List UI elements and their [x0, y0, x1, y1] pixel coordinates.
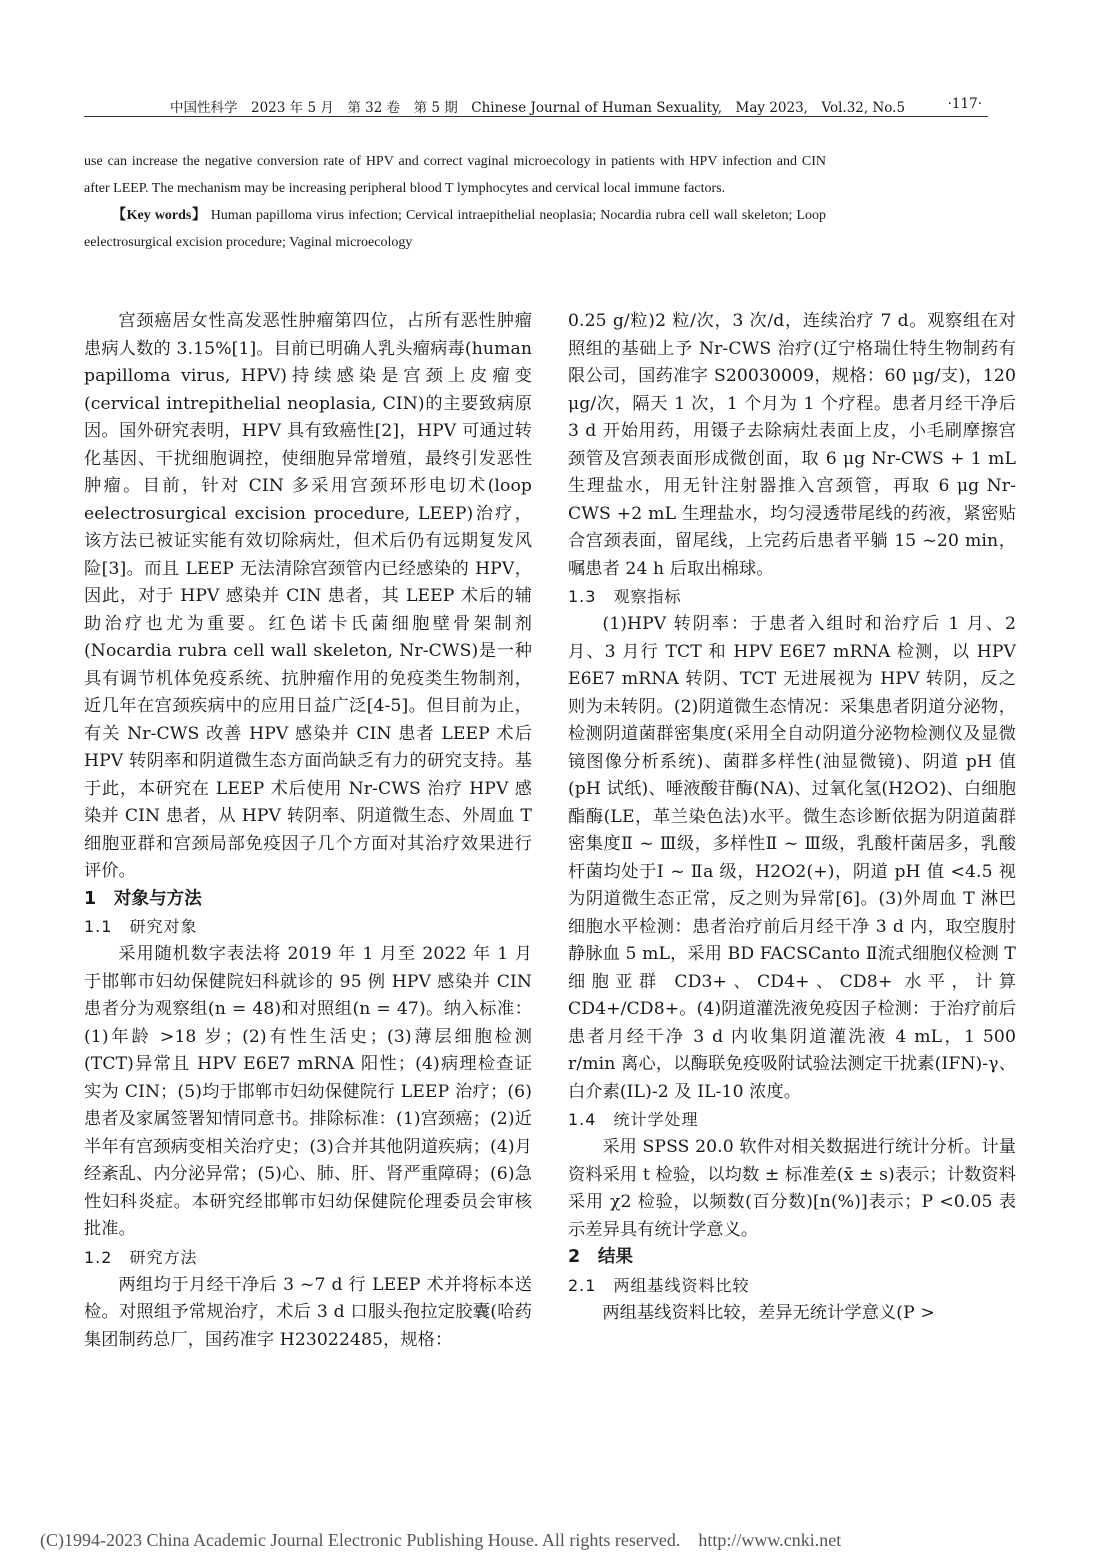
- paragraph-1-2: 两组均于月经干净后 3 ~7 d 行 LEEP 术并将标本送检。对照组予常规治疗，术后 3 d 口服头孢拉定胶囊(哈药集团制药总厂，国药准字 H23022485，规格：: [84, 1274, 532, 1350]
- abstract-conclusion-tail: use can increase the negative conversion rate of HPV and correct vaginal microecology in patients with HPV infection and CIN after LEEP. The mechanism may be increasing peripheral blood T lymphocytes and cervical local immune factors.: [84, 154, 826, 196]
- left-column: [84, 308, 532, 1354]
- paragraph-1-3: (1)HPV 转阴率：于患者入组时和治疗后 1 月、2 月、3 月行 TCT 和 HPV E6E7 mRNA 检测，以 HPV E6E7 mRNA 转阴、TCT 无进展视为 HPV 转阴，反之则为未转阴。(2)阴道微生态情况：采集患者阴道分泌物，检测阴道菌群密集度(采用全自动阴道分泌物检测仪及显微镜图像分析系统)、菌群多样性(油显微镜)、阴道 pH 值(pH 试纸)、唾液酸苷酶(NA)、过氧化氢(H2O2)、白细胞酯酶(LE，革兰染色法)水平。微生态诊断依据为阴道菌群密集度Ⅱ ~ Ⅲ级，多样性Ⅱ ~ Ⅲ级，乳酸杆菌居多，乳酸杆菌均处于Ⅰ ~ Ⅱa 级，H2O2(+)，阴道 pH 值 <4.5 视为阴道微生态正常，反之则为异常[6]。(3)外周血 T 淋巴细胞水平检测：患者治疗前后月经干净 3 d 内，取空腹肘静脉血 5 mL，采用 BD FACSCanto Ⅱ流式细胞仪检测 T 细胞亚群 CD3+、CD4+、CD8+ 水平，计算 CD4+/CD8+。(4)阴道灌洗液免疫因子检测：于治疗前后患者月经干净 3 d 内收集阴道灌洗液 4 mL，1 500 r/min 离心，以酶联免疫吸附试验法测定干扰素(IFN)-γ、白介素(IL)-2 及 IL-10 浓度。: [568, 614, 1016, 1102]
- abstract-block: [84, 148, 826, 256]
- paragraph-2-1: 两组基线资料比较，差异无统计学意义(P >: [602, 1302, 935, 1323]
- paragraph-1-1: 采用随机数字表法将 2019 年 1 月至 2022 年 1 月于邯郸市妇幼保健院妇科就诊的 95 例 HPV 感染并 CIN 患者分为观察组(n = 48)和对照组(n = 47)。纳入标准：(1)年龄 >18 岁；(2)有性生活史；(3)薄层细胞检测(TCT)异常且 HPV E6E7 mRNA 阳性；(4)病理检查证实为 CIN；(5)均于邯郸市妇幼保健院行 LEEP 治疗；(6)患者及家属签署知情同意书。排除标准：(1)宫颈癌；(2)近半年有宫颈病变相关治疗史；(3)合并其他阴道疾病；(4)月经紊乱、内分泌异常；(5)心、肺、肝、肾严重障碍；(6)急性妇科炎症。本研究经邯郸市妇幼保健院伦理委员会审核批准。: [84, 944, 532, 1239]
- section-heading-2: 2 结果: [568, 1247, 634, 1267]
- subsection-heading-1-1: 1.1 研究对象: [84, 917, 198, 936]
- journal-info: 中国性科学 2023 年 5 月 第 32 卷 第 5 期 Chinese Journal of Human Sexuality, May 2023, Vol.32, No.5: [170, 100, 906, 116]
- subsection-heading-1-4: 1.4 统计学处理: [568, 1110, 699, 1129]
- keywords-label: 【Key words】: [112, 208, 207, 223]
- running-header: [84, 94, 988, 117]
- copyright-footer: (C)1994-2023 China Academic Journal Electronic Publishing House. All rights reserved. http://www.cnki.net: [40, 1530, 842, 1550]
- subsection-heading-2-1: 2.1 两组基线资料比较: [568, 1275, 750, 1295]
- intro-paragraph: 宫颈癌居女性高发恶性肿瘤第四位，占所有恶性肿瘤患病人数的 3.15%[1]。目前已明确人乳头瘤病毒(human papilloma virus, HPV)持续感染是宫颈上皮瘤变(cervical intrepithelial neoplasia, CIN)的主要致病原因。国外研究表明，HPV 具有致癌性[2]，HPV 可通过转化基因、干扰细胞调控，使细胞异常增殖，最终引发恶性肿瘤。目前，针对 CIN 多采用宫颈环形电切术(loop eelectrosurgical excision procedure, LEEP)治疗，该方法已被证实能有效切除病灶，但术后仍有远期复发风险[3]。而且 LEEP 无法清除宫颈管内已经感染的 HPV，因此，对于 HPV 感染并 CIN 患者，其 LEEP 术后的辅助治疗也尤为重要。红色诺卡氏菌细胞壁骨架制剂(Nocardia rubra cell wall skeleton, Nr-CWS)是一种具有调节机体免疫系统、抗肿瘤作用的免疫类生物制剂，近几年在宫颈疾病中的应用日益广泛[4-5]。但目前为止，有关 Nr-CWS 改善 HPV 感染并 CIN 患者 LEEP 术后 HPV 转阴率和阴道微生态方面尚缺乏有力的研究支持。基于此，本研究在 LEEP 术后使用 Nr-CWS 治疗 HPV 感染并 CIN 患者，从 HPV 转阴率、阴道微生态、外周血 T 细胞亚群和宫颈局部免疫因子几个方面对其治疗效果进行评价。: [84, 311, 532, 881]
- subsection-heading-1-2: 1.2 研究方法: [84, 1247, 198, 1267]
- subsection-heading-1-3: 1.3 观察指标: [568, 587, 682, 606]
- paragraph-1-4: 采用 SPSS 20.0 软件对相关数据进行统计分析。计量资料采用 t 检验，以均数 ± 标准差(x̄ ± s)表示；计数资料采用 χ2 检验，以频数(百分数)[n(%)]表示；P <0.05 表示差异具有统计学意义。: [568, 1137, 1016, 1240]
- right-column: [568, 308, 1016, 1327]
- section-heading-1: 1 对象与方法: [84, 888, 202, 909]
- page-number: ·117·: [947, 96, 982, 112]
- keywords-text: Human papilloma virus infection; Cervical intraepithelial neoplasia; Nocardia rubra cell wall skeleton; Loop eelectrosurgical excision procedure; Vaginal microecology: [84, 208, 826, 250]
- keywords-paragraph: [84, 202, 826, 256]
- paragraph-1-2-continued: 0.25 g/粒)2 粒/次，3 次/d，连续治疗 7 d。观察组在对照组的基础上予 Nr-CWS 治疗(辽宁格瑞仕特生物制药有限公司，国药准字 S20030009，规格：60 μg/支)，120 μg/次，隔天 1 次，1 个月为 1 个疗程。患者月经干净后 3 d 开始用药，用镊子去除病灶表面上皮，小毛刷摩擦宫颈管及宫颈表面形成微创面，取 6 μg Nr-CWS + 1 mL生理盐水，用无针注射器推入宫颈管，再取 6 μg Nr-CWS +2 mL 生理盐水，均匀浸透带尾线的药液，紧密贴合宫颈表面，留尾线，上完药后患者平躺 15 ~20 min，嘱患者 24 h 后取出棉球。: [568, 311, 1016, 579]
